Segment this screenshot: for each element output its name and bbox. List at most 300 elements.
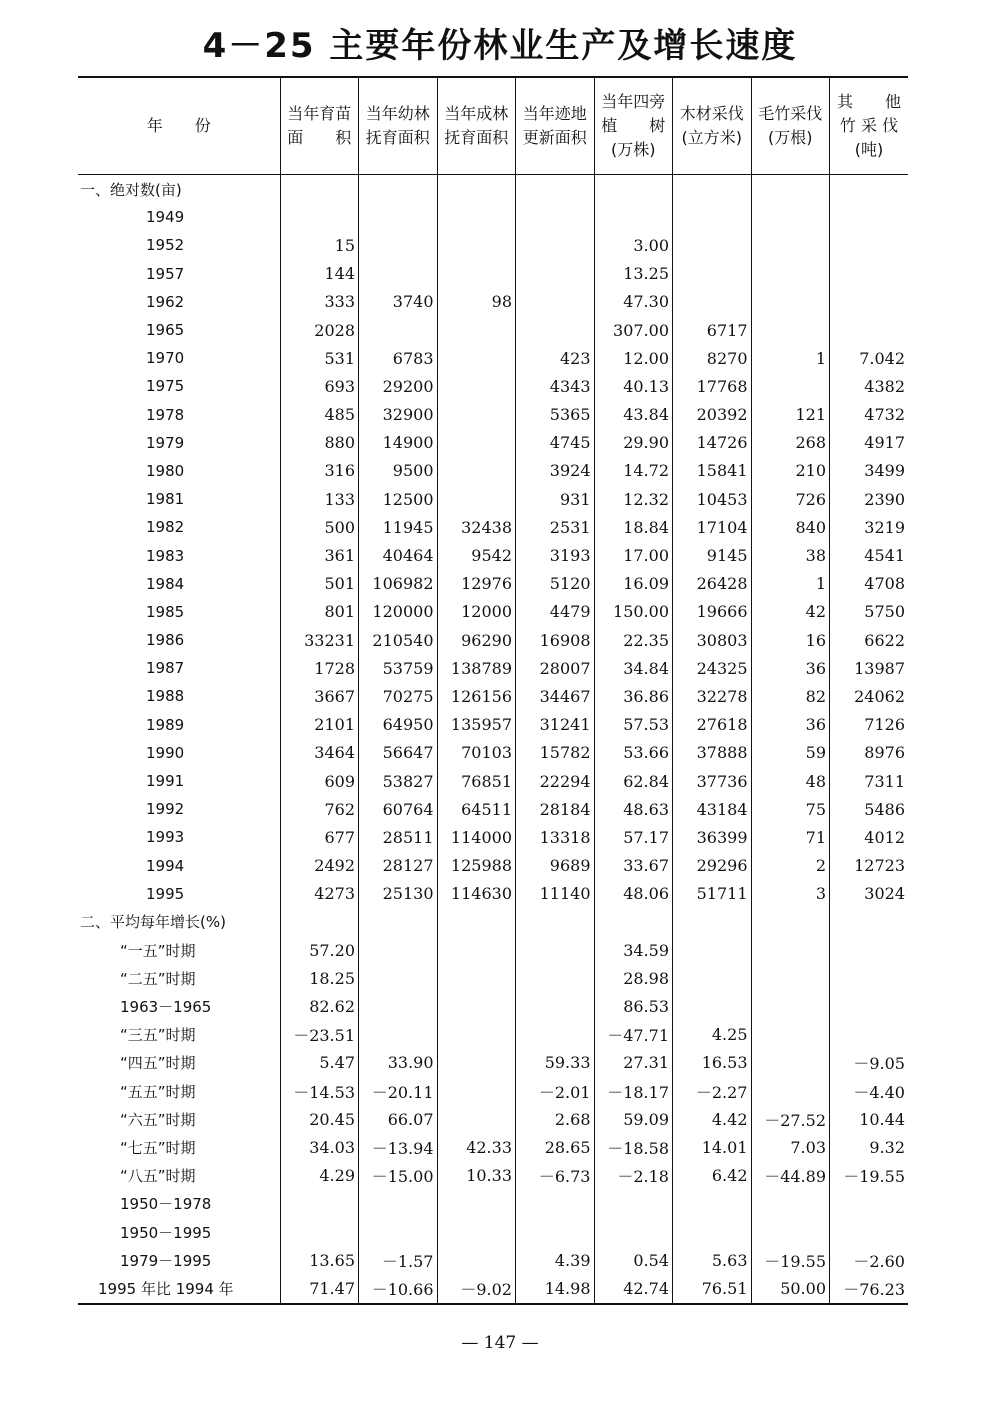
table-cell: 106982 [359,570,438,598]
table-cell: 28.65 [516,1133,595,1161]
table-cell [280,175,359,204]
table-cell: 12.00 [594,344,673,372]
table-cell: 9500 [359,457,438,485]
table-cell: 34467 [516,682,595,710]
table-cell [359,992,438,1020]
table-cell: 36.86 [594,682,673,710]
table-cell [751,992,830,1020]
table-row [78,823,908,851]
table-cell [673,231,752,259]
table-cell: 17.00 [594,541,673,569]
table-cell: 210 [751,457,830,485]
table-cell [516,260,595,288]
table-cell: 4917 [830,429,909,457]
table-cell: 16.09 [594,570,673,598]
row-label: “二五”时期 [120,969,196,988]
table-cell [359,316,438,344]
table-cell [359,175,438,204]
table-cell [594,908,673,936]
table-cell [437,1218,516,1246]
row-label: 1995 年比 1994 年 [78,1274,280,1303]
table-cell: 28511 [359,823,438,851]
column-header [516,77,595,175]
table-cell: 4.25 [673,1021,752,1049]
table-cell [437,344,516,372]
table-cell: －13.94 [359,1133,438,1161]
table-cell: －14.53 [280,1077,359,1105]
table-cell: 4479 [516,598,595,626]
table-cell: 4273 [280,880,359,908]
table-row [78,1246,908,1274]
table-cell: －27.52 [751,1105,830,1133]
table-cell [516,175,595,204]
table-cell [516,316,595,344]
row-label: 1950－1995 [120,1223,212,1242]
table-cell: 32278 [673,682,752,710]
table-cell [830,908,909,936]
table-cell: 33.90 [359,1049,438,1077]
table-cell: 22294 [516,767,595,795]
table-cell [751,1218,830,1246]
table-cell: 76.51 [673,1274,752,1303]
table-cell: 18.84 [594,513,673,541]
table-row [78,992,908,1020]
table-cell [516,1190,595,1218]
table-cell [830,231,909,259]
row-label: 1965 [146,321,185,340]
column-header-label: 年 份 [146,116,211,135]
table-cell [437,401,516,429]
table-cell [673,964,752,992]
table-cell: 16 [751,626,830,654]
section-label: 一、绝对数(亩) [80,180,182,199]
table-cell [751,1049,830,1077]
table-cell [516,992,595,1020]
table-cell [437,316,516,344]
table-cell: 4.29 [280,1162,359,1190]
section-row [78,175,908,204]
table-cell: 53827 [359,767,438,795]
table-cell: 16.53 [673,1049,752,1077]
table-cell: 59.33 [516,1049,595,1077]
table-cell: －10.66 [359,1274,438,1303]
table-cell [673,908,752,936]
table-cell: 98 [437,288,516,316]
table-cell: 3024 [830,880,909,908]
table-cell [359,1218,438,1246]
table-cell: 6783 [359,344,438,372]
table-row [78,1190,908,1218]
row-label: 1982 [146,518,185,537]
row-label: 1981 [146,490,185,509]
table-cell: 13.25 [594,260,673,288]
table-cell: 5120 [516,570,595,598]
table-cell: 14.98 [516,1274,595,1303]
table-cell [437,936,516,964]
column-header-label: 其 他 竹 采 伐 (吨) [836,92,901,159]
table-cell: 880 [280,429,359,457]
row-label: 1991 [146,772,185,791]
table-cell: 59 [751,739,830,767]
table-cell: 82 [751,682,830,710]
table-cell: 3219 [830,513,909,541]
table-cell [359,260,438,288]
table-cell: 7.042 [830,344,909,372]
table-cell [673,203,752,231]
table-cell [359,1190,438,1218]
table-row [78,1218,908,1246]
table-cell [280,908,359,936]
table-cell: 48.63 [594,795,673,823]
row-label: 1957 [146,264,185,283]
column-header [673,77,752,175]
table-cell: 531 [280,344,359,372]
table-row [78,541,908,569]
row-label: 1994 [146,856,185,875]
table-cell [437,992,516,1020]
table-cell: 133 [280,485,359,513]
table-cell: 33231 [280,626,359,654]
table-row [78,260,908,288]
table-cell [359,231,438,259]
table-row [78,1162,908,1190]
table-cell [751,231,830,259]
table-cell: 2 [751,852,830,880]
table-cell: 2.68 [516,1105,595,1133]
table-cell: 29296 [673,852,752,880]
table-row [78,654,908,682]
table-cell [437,1049,516,1077]
table-cell [830,936,909,964]
row-label: 1963－1965 [120,998,212,1017]
table-cell: 5486 [830,795,909,823]
table-cell: 126156 [437,682,516,710]
table-cell [280,1190,359,1218]
table-cell: 29200 [359,372,438,400]
table-cell: 316 [280,457,359,485]
table-cell: 42.74 [594,1274,673,1303]
table-cell: 13987 [830,654,909,682]
table-cell: 24325 [673,654,752,682]
table-row [78,598,908,626]
table-cell: 96290 [437,626,516,654]
table-cell [594,203,673,231]
table-cell: 135957 [437,711,516,739]
column-header-label: 当年幼林 抚育面积 [365,104,430,147]
table-row [78,570,908,598]
table-cell: －4.40 [830,1077,909,1105]
table-row [78,288,908,316]
table-cell: 14726 [673,429,752,457]
table-cell: 29.90 [594,429,673,457]
row-label: 1979 [146,433,185,452]
table-cell: 12723 [830,852,909,880]
table-cell: －20.11 [359,1077,438,1105]
table-cell: 47.30 [594,288,673,316]
table-cell: 1 [751,344,830,372]
table-cell: 144 [280,260,359,288]
table-cell [359,908,438,936]
table-cell: 801 [280,598,359,626]
table-cell [359,964,438,992]
row-label: 1949 [146,208,185,227]
table-cell: 24062 [830,682,909,710]
table-cell [751,260,830,288]
table-cell: 3193 [516,541,595,569]
table-cell [830,175,909,204]
table-cell: 20392 [673,401,752,429]
table-cell: 48 [751,767,830,795]
table-cell: 71.47 [280,1274,359,1303]
table-row [78,626,908,654]
row-label: 1978 [146,405,185,424]
table-cell [751,316,830,344]
table-cell: 12976 [437,570,516,598]
table-cell: 10.33 [437,1162,516,1190]
table-cell: 43.84 [594,401,673,429]
table-cell: 4382 [830,372,909,400]
table-cell: 59.09 [594,1105,673,1133]
table-cell: 34.03 [280,1133,359,1161]
table-cell: 15 [280,231,359,259]
column-header [437,77,516,175]
table-cell [830,1021,909,1049]
table-cell: 38 [751,541,830,569]
table-cell: 125988 [437,852,516,880]
table-cell [830,1190,909,1218]
table-cell: 3464 [280,739,359,767]
table-row [78,372,908,400]
table-cell [437,429,516,457]
forestry-table [78,76,908,1305]
row-label: “七五”时期 [120,1138,196,1157]
table-cell [830,203,909,231]
table-cell: 37888 [673,739,752,767]
column-header-label: 木材采伐 (立方米) [679,104,744,147]
table-cell: 71 [751,823,830,851]
table-cell: 66.07 [359,1105,438,1133]
table-cell [516,288,595,316]
table-cell: 4343 [516,372,595,400]
table-cell [437,1246,516,1274]
table-cell [751,1190,830,1218]
table-cell: 4708 [830,570,909,598]
table-cell: 3 [751,880,830,908]
table-cell: 9689 [516,852,595,880]
table-cell [437,260,516,288]
table-cell: 18.25 [280,964,359,992]
table-cell [516,1218,595,1246]
row-label: 1983 [146,546,185,565]
table-cell: 4732 [830,401,909,429]
table-cell: 1 [751,570,830,598]
table-cell: 12000 [437,598,516,626]
table-cell: 64511 [437,795,516,823]
table-row [78,316,908,344]
row-label: 1975 [146,377,185,396]
table-cell [437,231,516,259]
table-cell: 333 [280,288,359,316]
table-row [78,231,908,259]
table-cell: 3499 [830,457,909,485]
column-header [830,77,909,175]
row-label: 1987 [146,659,185,678]
table-cell: 64950 [359,711,438,739]
column-header-label: 当年成林 抚育面积 [444,104,509,147]
table-cell: －2.60 [830,1246,909,1274]
row-label: 1986 [146,631,185,650]
table-cell: 6622 [830,626,909,654]
table-cell: －15.00 [359,1162,438,1190]
table-cell [359,203,438,231]
row-label: “一五”时期 [120,941,196,960]
table-cell: －19.55 [830,1162,909,1190]
table-cell: 361 [280,541,359,569]
table-row [78,513,908,541]
table-cell: 16908 [516,626,595,654]
table-cell: 2492 [280,852,359,880]
table-row [78,485,908,513]
table-cell: －47.71 [594,1021,673,1049]
table-row [78,1021,908,1049]
table-cell: －1.57 [359,1246,438,1274]
table-cell: 7.03 [751,1133,830,1161]
table-cell: 28.98 [594,964,673,992]
table-cell [437,485,516,513]
table-cell: 31241 [516,711,595,739]
table-cell [673,1190,752,1218]
table-cell: 7126 [830,711,909,739]
table-cell: 53759 [359,654,438,682]
section-label: 二、平均每年增长(%) [80,913,226,932]
table-cell: 138789 [437,654,516,682]
table-cell: 8270 [673,344,752,372]
table-cell: 28184 [516,795,595,823]
table-cell: 3924 [516,457,595,485]
table-cell: 50.00 [751,1274,830,1303]
table-cell [751,203,830,231]
table-cell: 42.33 [437,1133,516,1161]
table-cell: 120000 [359,598,438,626]
table-cell: 30803 [673,626,752,654]
table-cell: 150.00 [594,598,673,626]
table-cell: －9.05 [830,1049,909,1077]
table-cell: －23.51 [280,1021,359,1049]
row-label: “八五”时期 [120,1167,196,1186]
table-cell [830,288,909,316]
table-row [78,1077,908,1105]
table-cell: 33.67 [594,852,673,880]
table-cell: 114630 [437,880,516,908]
table-cell [437,1077,516,1105]
table-cell: 56647 [359,739,438,767]
table-cell: 86.53 [594,992,673,1020]
table-cell: 485 [280,401,359,429]
table-cell: 76851 [437,767,516,795]
table-cell: －6.73 [516,1162,595,1190]
page-title: 4－25 主要年份林业生产及增长速度 [202,26,798,66]
table-cell: 20.45 [280,1105,359,1133]
table-cell: 14.72 [594,457,673,485]
table-row [78,1133,908,1161]
table-row [78,1105,908,1133]
table-cell: 57.20 [280,936,359,964]
row-label: “六五”时期 [120,1110,196,1129]
table-cell: 13318 [516,823,595,851]
table-row [78,429,908,457]
table-cell: 82.62 [280,992,359,1020]
table-cell: 75 [751,795,830,823]
column-header-label: 当年迹地 更新面积 [522,104,587,147]
table-cell: 501 [280,570,359,598]
table-cell: 48.06 [594,880,673,908]
table-cell: 57.17 [594,823,673,851]
table-cell [751,1021,830,1049]
table-cell: 40.13 [594,372,673,400]
table-cell: －18.17 [594,1077,673,1105]
column-header [594,77,673,175]
row-label: 1979－1995 [120,1251,212,1270]
table-cell: 268 [751,429,830,457]
table-cell: 17768 [673,372,752,400]
column-header-year [78,77,280,175]
table-cell [516,203,595,231]
table-cell: 12500 [359,485,438,513]
table-cell: －18.58 [594,1133,673,1161]
table-cell [830,992,909,1020]
table-cell [516,908,595,936]
table-row [78,739,908,767]
table-cell [751,175,830,204]
table-cell: 27618 [673,711,752,739]
table-row [78,203,908,231]
table-row [78,711,908,739]
table-cell: 500 [280,513,359,541]
table-cell [516,231,595,259]
table-cell: －44.89 [751,1162,830,1190]
table-cell: 726 [751,485,830,513]
row-label: 1989 [146,715,185,734]
table-header [78,77,908,175]
table-cell: －76.23 [830,1274,909,1303]
table-cell: 4541 [830,541,909,569]
table-cell: 42 [751,598,830,626]
table-cell: 10.44 [830,1105,909,1133]
table-cell: 14900 [359,429,438,457]
table-cell: 307.00 [594,316,673,344]
table-cell: 3740 [359,288,438,316]
table-cell [751,288,830,316]
row-label: “三五”时期 [120,1026,196,1045]
row-label: 1970 [146,349,185,368]
table-cell: 43184 [673,795,752,823]
table-cell: 11140 [516,880,595,908]
table-cell: 2390 [830,485,909,513]
row-label: 1985 [146,602,185,621]
table-cell: 5750 [830,598,909,626]
table-cell [437,203,516,231]
table-cell [673,1218,752,1246]
table-cell [830,260,909,288]
table-cell: 11945 [359,513,438,541]
table-cell [751,964,830,992]
table-cell [830,964,909,992]
table-cell: 62.84 [594,767,673,795]
table-cell: 32900 [359,401,438,429]
table-cell: 12.32 [594,485,673,513]
table-cell [673,992,752,1020]
table-cell: 762 [280,795,359,823]
